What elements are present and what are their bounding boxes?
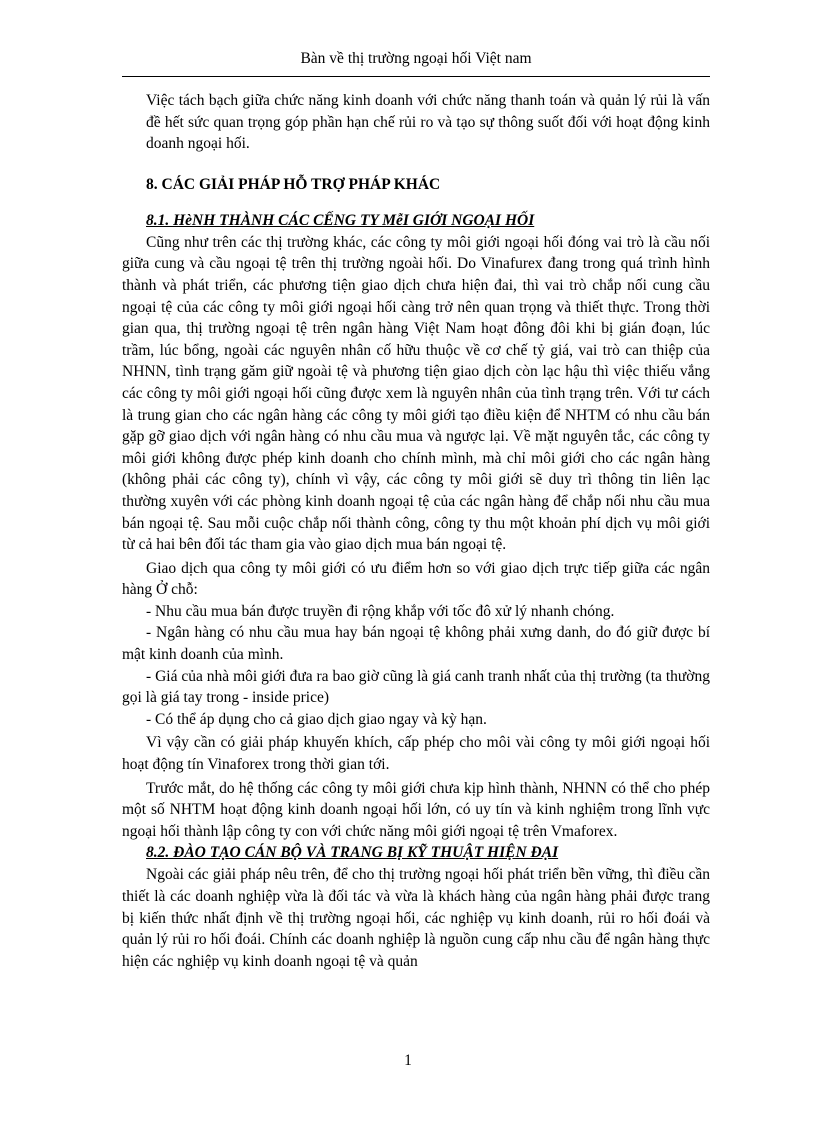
bullet-item: - Ngân hàng có nhu cầu mua hay bán ngoại tệ không phải xưng danh, do đó giữ được bí mật kinh doanh của mình. bbox=[122, 624, 710, 664]
header-rule bbox=[122, 76, 710, 77]
page-number: 1 bbox=[404, 1052, 412, 1069]
section-8-2-title: 8.2. ĐÀO TẠO CÁN BỘ VÀ TRANG BỊ KỸ THUẬT HIỆN ĐẠI bbox=[146, 844, 559, 862]
section-8-1-paragraph-4: Trước mắt, do hệ thống các công ty môi giới chưa kịp hình thành, NHNN có thể cho phép một số NHTM hoạt động kinh doanh ngoại hối lớn, có uy tín và kinh nghiệm trong lĩnh vực ngoại hối thành lập công ty con với chức năng môi giới ngoại tệ trên Vmaforex. bbox=[122, 779, 710, 840]
section-8-1-paragraph-1: Cũng như trên các thị trường khác, các công ty môi giới ngoại hối đóng vai trò là cầu nối giữa cung và cầu ngoại tệ trên thị trường ngoài hối. Do Vinafurex đang trong quá trình hình thành và phát triển, các phương tiện giao dịch chưa hiện đai, thì vai trò chắp nối cung cầu ngoại tệ của các công ty môi giới ngoại hối càng trở nên quan trọng và thiết thực. Trong thời gian qua, thị trường ngoại tệ trên ngân hàng Việt Nam hoạt đông đôi khi bị gián đoạn, lúc trầm, lúc bổng, ngoài các nguyên nhân cố hữu thuộc về cơ chế tỷ giá, vai trò can thiệp của NHNN, tình trạng găm giữ ngoài tệ và phương tiện giao dịch còn lạc hậu thì việc thiếu vắng các công ty môi giới ngoại hối cũng được xem là nguyên nhân của tình trạng trên. Với tư cách là trung gian cho các ngân hàng các công ty môi giới tạo điều kiện để NHTM có nhu cầu bán gặp gỡ giao dịch với ngân hàng có nhu cầu mua và ngược lại. Về mặt nguyên tắc, các công ty môi giới không được phép kinh doanh cho chính mình, mà chỉ môi giới cho các ngân hàng (không phải các công ty), chính vì vậy, các công ty môi giới sẽ duy trì thông tin liên lạc thường xuyên với các phòng kinh doanh ngoại tệ của các ngân hàng để chắp nối nhu cầu mua bán ngoại tệ. Sau mỗi cuộc chắp nối thành công, công ty thu một khoản phí dịch vụ môi giới từ cả hai bên đối tác tham gia vào giao dịch mua bán ngoại tệ. bbox=[122, 233, 710, 554]
page-header: Bàn về thị trường ngoại hối Việt nam bbox=[300, 50, 532, 67]
section-8-1-title: 8.1. HèNH THÀNH CÁC CẾNG TY MễI GIỚI NGOẠI HỐI bbox=[146, 211, 535, 229]
section-8-title: 8. CÁC GIẢI PHÁP HỖ TRỢ PHÁP KHÁC bbox=[146, 175, 441, 193]
document-body bbox=[122, 90, 710, 972]
section-8-1-paragraph-3: Vì vậy cần có giải pháp khuyến khích, cấp phép cho môi vài công ty môi giới ngoại hối hoạt động tín Vinaforex trong thời gian tới. bbox=[122, 734, 710, 774]
section-8-2-paragraph-1: Ngoài các giải pháp nêu trên, để cho thị trường ngoại hối phát triển bền vững, thì điều cần thiết là các doanh nghiệp vừa là đối tác và vừa là khách hàng của ngân hàng phải được trang bị kiến thức nhất định về thị trường ngoại hối, các nghiệp vụ kinh doanh, rủi ro hối đoái và quản lý rủi ro hối đoái. Chính các doanh nghiệp là nguồn cung cấp nhu cầu để ngân hàng thực hiện các nghiệp vụ kinh doanh ngoại tệ và quản bbox=[122, 866, 710, 970]
bullet-item: - Có thể áp dụng cho cả giao dịch giao ngay và kỳ hạn. bbox=[146, 710, 487, 728]
intro-paragraph: Việc tách bạch giữa chức năng kinh doanh với chức năng thanh toán và quản lý rủi là vấn đề hết sức quan trọng góp phần hạn chế rủi ro và tạo sự thông suốt đối với hoạt động kinh doanh ngoại hối. bbox=[146, 92, 710, 153]
section-8-1-paragraph-2: Giao dịch qua công ty môi giới có ưu điểm hơn so với giao dịch trực tiếp giữa các ngân hàng Ở chỗ: bbox=[122, 559, 710, 599]
bullet-item: - Nhu cầu mua bán được truyền đi rộng khắp với tốc đô xử lý nhanh chóng. bbox=[146, 602, 615, 620]
bullet-item: - Giá của nhà môi giới đưa ra bao giờ cũng là giá canh tranh nhất của thị trường (ta thường gọi là giá tay trong - inside price) bbox=[122, 667, 710, 707]
